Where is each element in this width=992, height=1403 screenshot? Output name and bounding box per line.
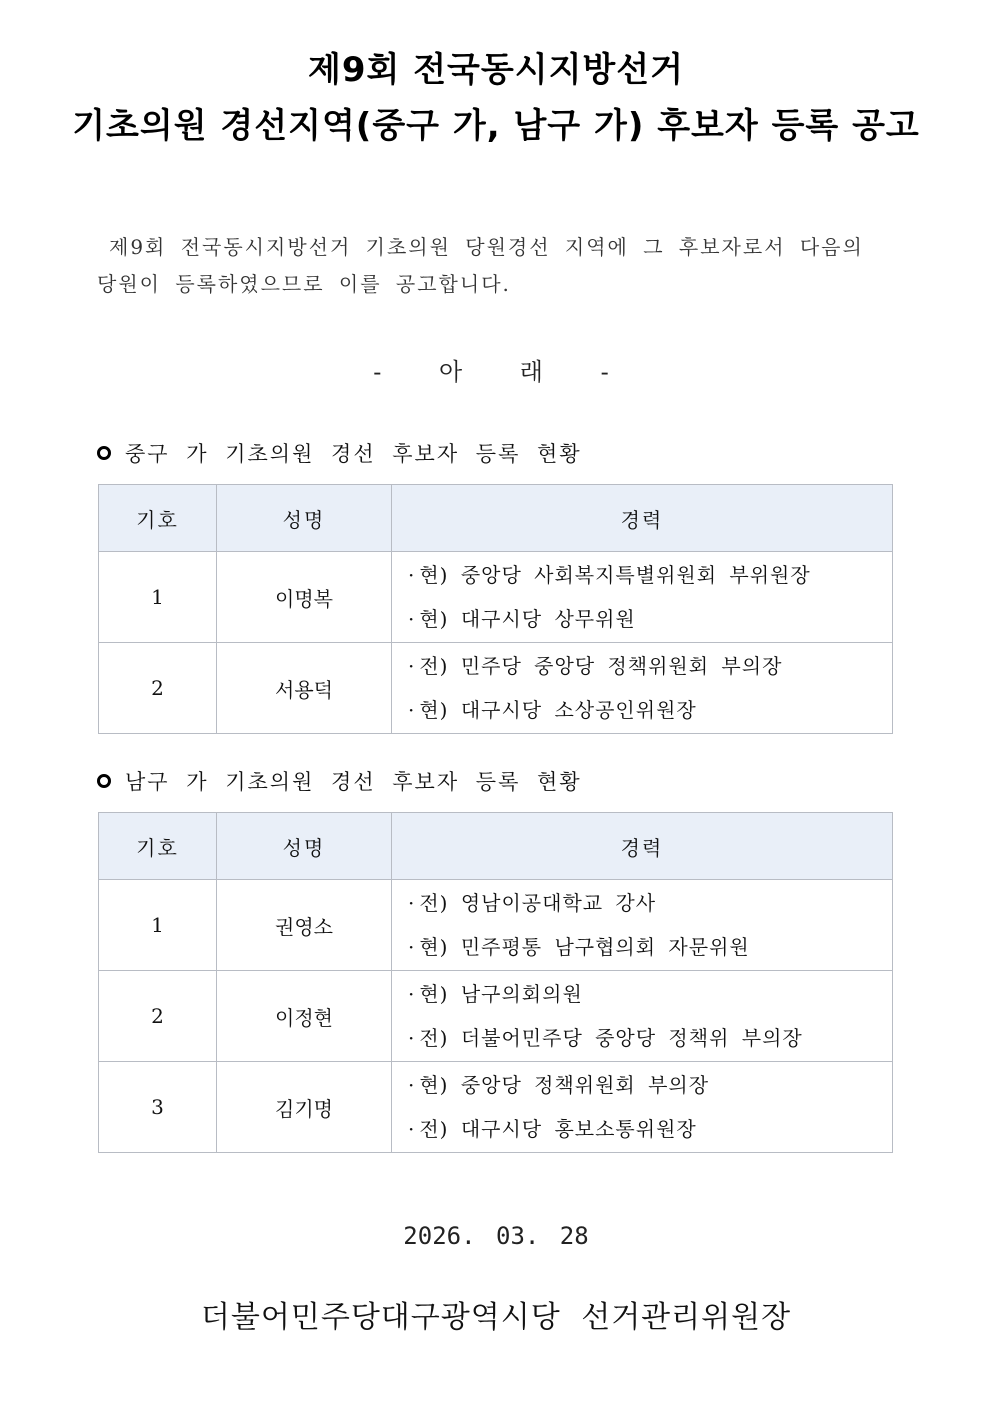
career-item: · 현) 중앙당 사회복지특별위원회 부위원장: [408, 563, 811, 587]
section-heading-namgu: [97, 766, 582, 796]
table-row: [99, 552, 893, 643]
career-item: · 현) 대구시당 소상공인위원장: [408, 698, 697, 722]
career-item: · 현) 민주평통 남구협의회 자문위원: [408, 935, 750, 959]
page-title-line2: 기초의원 경선지역(중구 가, 남구 가) 후보자 등록 공고: [72, 106, 920, 146]
circle-bullet-icon: [97, 446, 111, 460]
career-item: · 현) 남구의회의원: [408, 982, 583, 1006]
candidate-career: [392, 971, 893, 1062]
candidate-name: 권영소: [217, 880, 392, 971]
table-row: [99, 971, 893, 1062]
bullet-dot: ·: [408, 607, 416, 631]
bullet-dot: ·: [408, 654, 416, 678]
bullet-dot: ·: [408, 935, 416, 959]
candidate-name: 이정현: [217, 971, 392, 1062]
table-row: [99, 1062, 893, 1153]
bullet-dot: ·: [408, 1117, 416, 1141]
candidate-career: [392, 1062, 893, 1153]
bullet-dot: ·: [408, 563, 416, 587]
career-item: · 전) 대구시당 홍보소통위원장: [408, 1117, 697, 1141]
career-item: · 전) 더불어민주당 중앙당 정책위 부의장: [408, 1026, 803, 1050]
section-heading-junggu: [97, 438, 582, 468]
circle-bullet-icon: [97, 774, 111, 788]
header-career: 경력: [392, 813, 893, 880]
candidate-number: 3: [99, 1062, 217, 1153]
intro-line2: 당원이 등록하였으므로 이를 공고합니다.: [97, 272, 511, 296]
career-item: · 전) 민주당 중앙당 정책위원회 부의장: [408, 654, 783, 678]
announcement-date: 2026. 03. 28: [403, 1222, 589, 1250]
candidate-career: [392, 880, 893, 971]
candidate-number: 2: [99, 643, 217, 734]
candidate-career: [392, 552, 893, 643]
header-name: 성명: [217, 485, 392, 552]
section-heading-label: 중구 가 기초의원 경선 후보자 등록 현황: [125, 442, 582, 466]
issuer-signature: 더불어민주당대구광역시당 선거관리위원장: [200, 1300, 792, 1335]
bullet-dot: ·: [408, 891, 416, 915]
bullet-dot: ·: [408, 1073, 416, 1097]
career-item: · 현) 대구시당 상무위원: [408, 607, 636, 631]
header-name: 성명: [217, 813, 392, 880]
candidate-name: 김기명: [217, 1062, 392, 1153]
table-row: [99, 643, 893, 734]
candidate-number: 1: [99, 880, 217, 971]
candidate-name: 서용덕: [217, 643, 392, 734]
bullet-dot: ·: [408, 698, 416, 722]
career-item: · 현) 중앙당 정책위원회 부의장: [408, 1073, 710, 1097]
candidate-career: [392, 643, 893, 734]
header-career: 경력: [392, 485, 893, 552]
bullet-dot: ·: [408, 1026, 416, 1050]
candidate-number: 1: [99, 552, 217, 643]
candidate-number: 2: [99, 971, 217, 1062]
page-title-line1: 제9회 전국동시지방선거: [308, 50, 684, 90]
section-separator: - 아 래 -: [373, 358, 619, 386]
career-item: · 전) 영남이공대학교 강사: [408, 891, 657, 915]
header-number: 기호: [99, 485, 217, 552]
candidate-table-namgu: [98, 812, 893, 1153]
table-row: [99, 880, 893, 971]
candidate-name: 이명복: [217, 552, 392, 643]
bullet-dot: ·: [408, 982, 416, 1006]
header-number: 기호: [99, 813, 217, 880]
candidate-table-junggu: [98, 484, 893, 734]
intro-line1: 제9회 전국동시지방선거 기초의원 당원경선 지역에 그 후보자로서 다음의: [109, 235, 864, 259]
section-heading-label: 남구 가 기초의원 경선 후보자 등록 현황: [125, 770, 582, 794]
